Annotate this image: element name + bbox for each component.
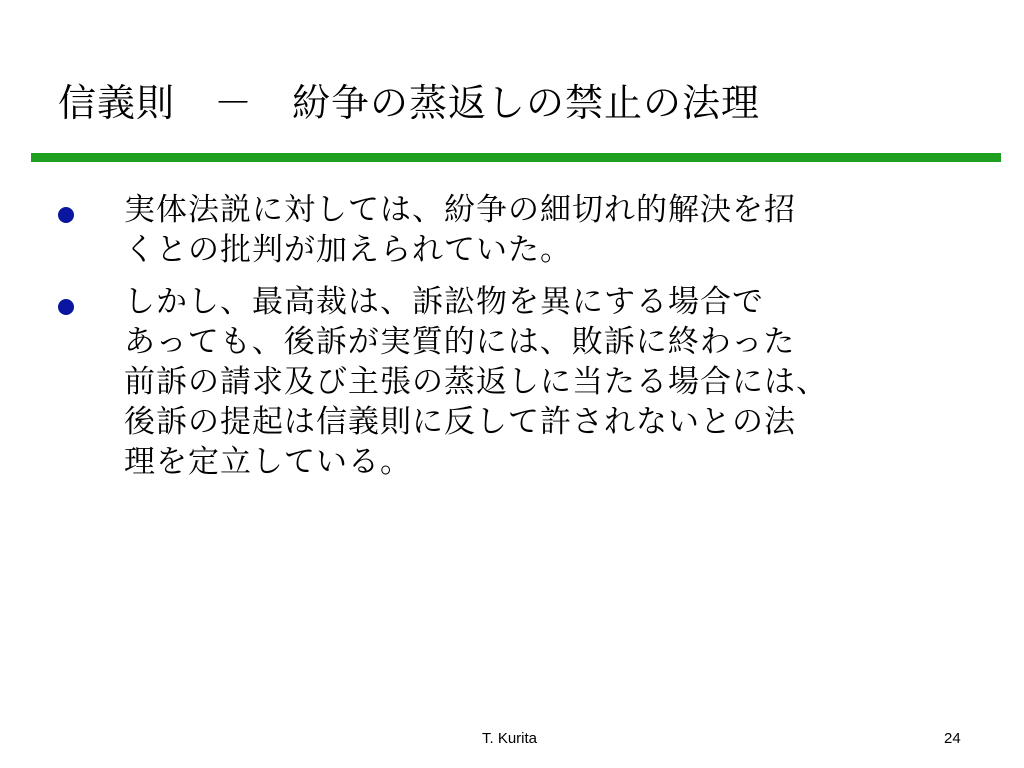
footer-author: T. Kurita <box>482 730 538 747</box>
bullet-line: くとの批判が加えられていた。 <box>124 232 572 268</box>
page-number: 24 <box>944 730 961 747</box>
bullet-line: 実体法説に対しては、紛争の細切れ的解決を招 <box>124 192 796 228</box>
bullet-line: 後訴の提起は信義則に反して許されないとの法 <box>124 404 796 440</box>
bullet-text <box>124 190 964 270</box>
title-divider <box>31 153 1001 162</box>
bullet-dot-icon <box>58 207 74 223</box>
bullet-line: 前訴の請求及び主張の蒸返しに当たる場合には、 <box>124 364 828 400</box>
bullet-text <box>124 282 964 482</box>
bullet-item <box>58 190 998 270</box>
slide-title: 信義則 － 紛争の蒸返しの禁止の法理 <box>58 81 761 125</box>
bullet-line: 理を定立している。 <box>124 444 412 480</box>
bullet-dot-icon <box>58 299 74 315</box>
bullet-list <box>58 190 998 494</box>
bullet-line: しかし、最高裁は、訴訟物を異にする場合で <box>124 284 764 320</box>
bullet-line: あっても、後訴が実質的には、敗訴に終わった <box>124 324 796 360</box>
bullet-item <box>58 282 998 482</box>
